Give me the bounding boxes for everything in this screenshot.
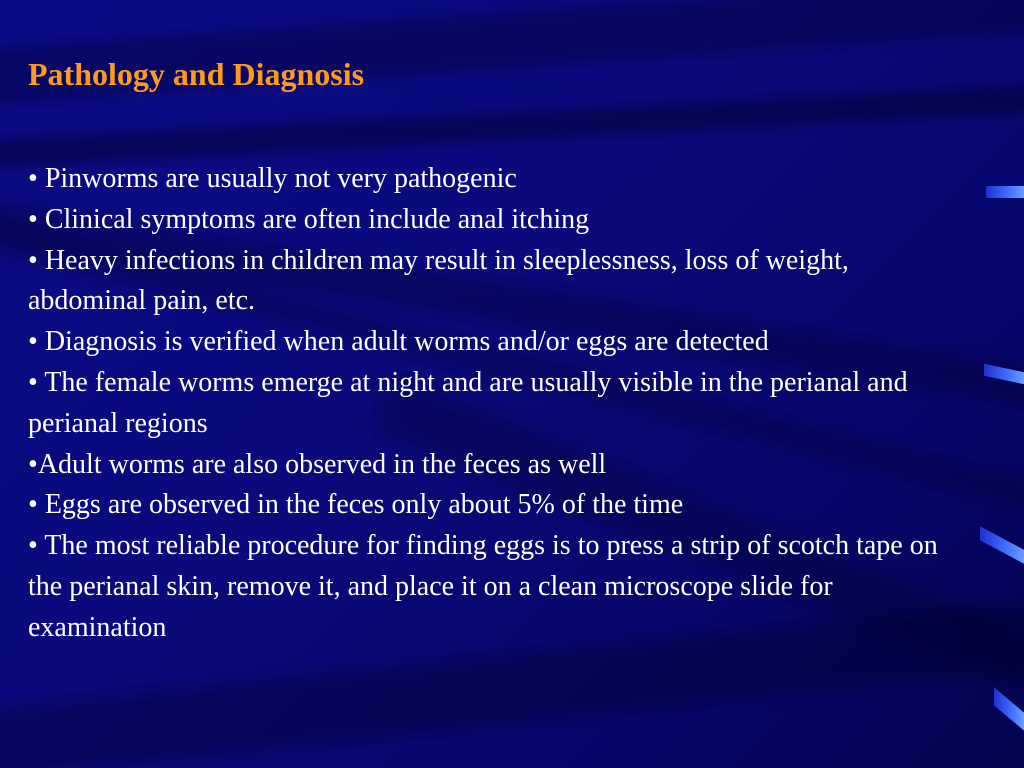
bullet-item (28, 445, 968, 486)
bullet-text: The most reliable procedure for finding eggs is to press a strip of scotch tape on the perianal skin, remove it, and place it on a clean microscope slide for examination (28, 530, 938, 643)
bullet-text: Pinworms are usually not very pathogenic (44, 163, 517, 194)
slide-title: Pathology and Diagnosis (28, 56, 365, 92)
bullet-text: Eggs are observed in the feces only about 5% of the time (44, 489, 684, 521)
bullet-item (28, 322, 968, 363)
decorative-tick (980, 526, 1024, 563)
bullet-marker: • (28, 489, 38, 521)
bullet-marker: • (28, 366, 38, 398)
bullet-list (28, 159, 968, 649)
bullet-marker: • (28, 203, 38, 235)
bullet-marker: • (28, 530, 38, 562)
bullet-marker: • (28, 326, 38, 358)
bullet-text: Diagnosis is verified when adult worms and/or eggs are detected (44, 326, 769, 358)
bullet-item (28, 526, 968, 648)
decorative-tick (984, 364, 1024, 385)
decorative-tick (986, 186, 1024, 198)
bullet-item (28, 200, 968, 241)
bullet-item (28, 485, 968, 526)
bullet-text: Adult worms are also observed in the feces as well (37, 448, 607, 480)
bullet-text: Heavy infections in children may result in sleeplessness, loss of weight, abdominal pain, etc. (28, 244, 849, 317)
decorative-tick (994, 687, 1024, 730)
bullet-item (28, 241, 968, 323)
bullet-item (28, 363, 968, 445)
bullet-text: Clinical symptoms are often include anal itching (44, 203, 590, 235)
bullet-marker: • (28, 244, 38, 276)
bullet-marker: • (28, 448, 38, 480)
bullet-item (28, 159, 968, 200)
bullet-marker: • (28, 163, 38, 194)
bullet-text: The female worms emerge at night and are usually visible in the perianal and perianal regions (28, 366, 908, 439)
